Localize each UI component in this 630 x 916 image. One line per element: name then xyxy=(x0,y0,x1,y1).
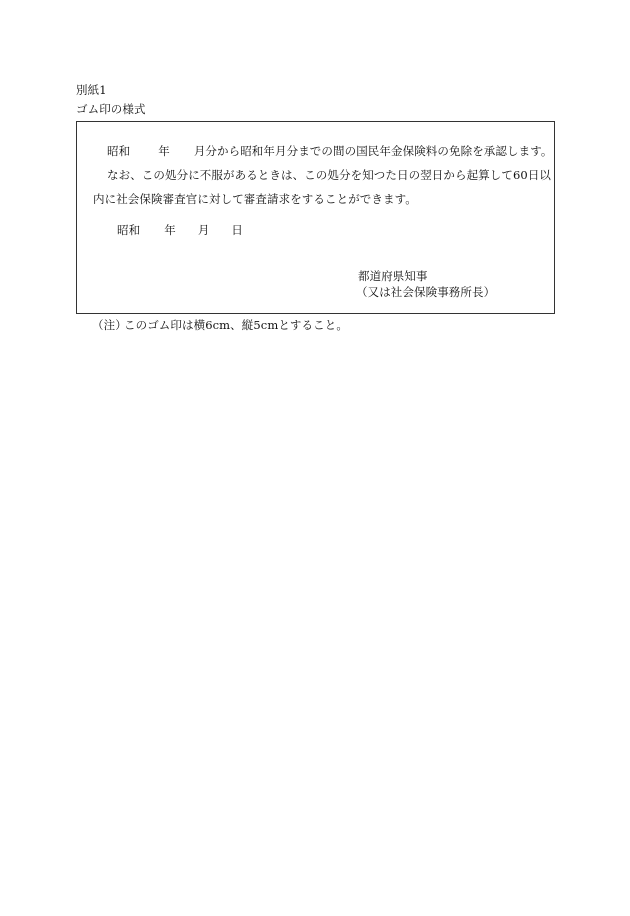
stamp-title: ゴム印の様式 xyxy=(76,102,146,116)
signer-alternate: （又は社会保険事務所長） xyxy=(356,285,496,299)
rubber-stamp-box xyxy=(76,121,555,314)
date-day: 日 xyxy=(231,223,244,237)
body-line-1-rest: 月分から昭和年月分までの間の国民年金保険料の免除を承認します。 xyxy=(193,144,553,158)
stamp-body-line-3: 内に社会保険審査官に対して審査請求をすることができます。 xyxy=(93,192,417,206)
stamp-body-line-2: なお、この処分に不服があるときは、この処分を知つた日の翌日から起算して60日以 xyxy=(107,168,552,182)
year-label: 年 xyxy=(158,144,170,158)
note-text: このゴム印は横6cm、縦5cmとすること。 xyxy=(124,318,348,332)
footnote xyxy=(92,318,348,332)
date-era: 昭和 xyxy=(117,223,141,237)
date-year: 年 xyxy=(164,223,176,237)
stamp-body-line-1 xyxy=(107,144,553,158)
signer-title: 都道府県知事 xyxy=(358,269,428,283)
date-month: 月 xyxy=(197,223,210,237)
era-label: 昭和 xyxy=(107,144,131,158)
note-label: （注） xyxy=(92,318,127,332)
stamp-date-line xyxy=(117,223,243,237)
attachment-label: 別紙1 xyxy=(76,83,107,97)
